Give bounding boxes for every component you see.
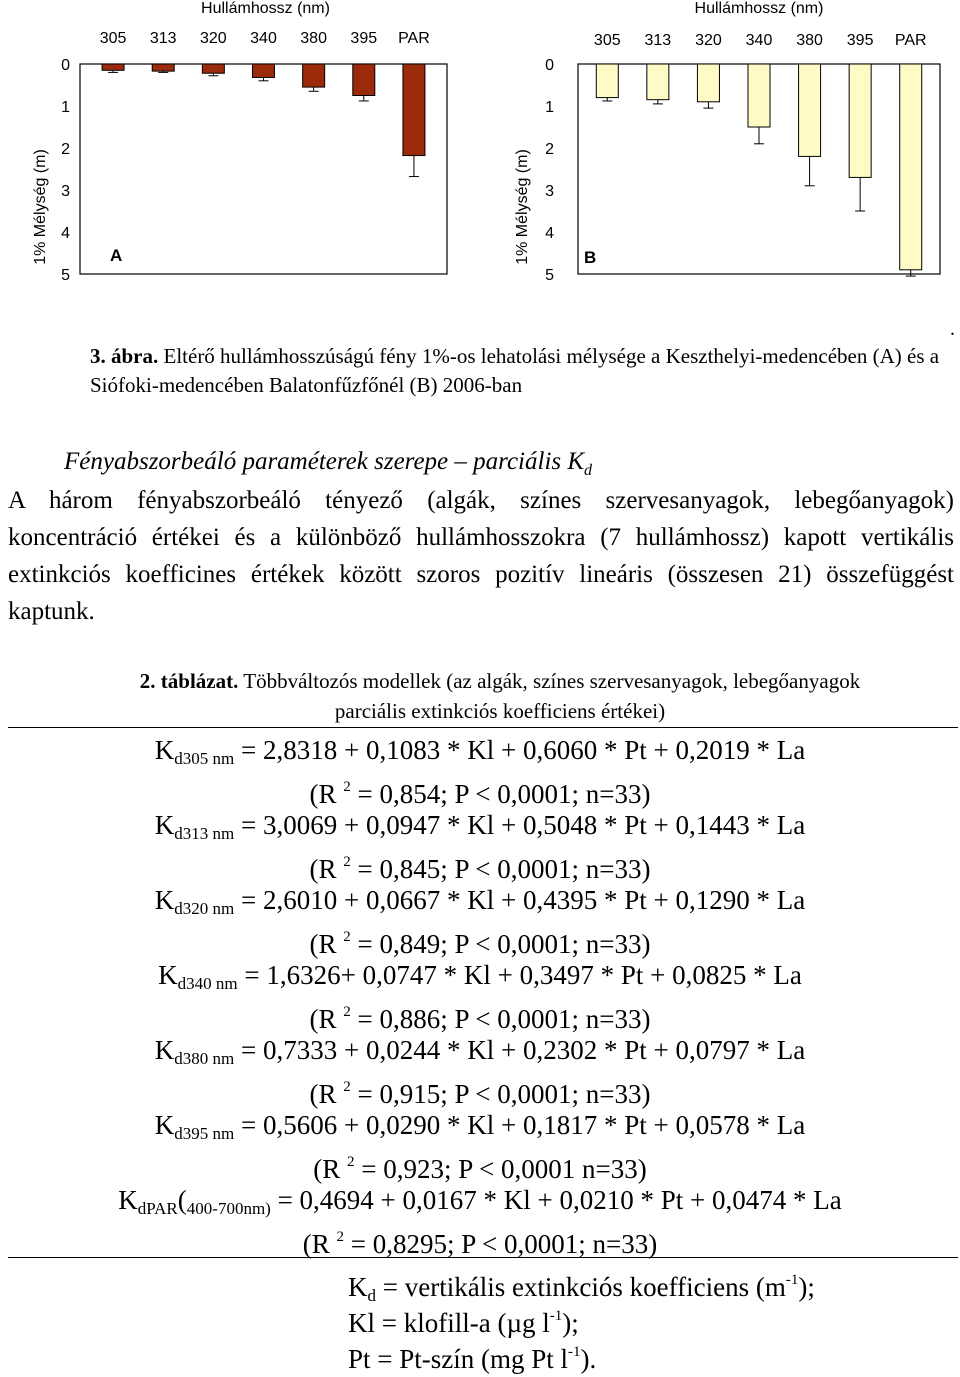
bar — [202, 64, 224, 73]
eq-k: K — [154, 1110, 175, 1140]
category-label: 305 — [593, 32, 621, 49]
category-label: PAR — [398, 30, 430, 47]
category-label: 380 — [300, 30, 327, 47]
eq-r-rest: = 0,845; P < 0,0001; n=33) — [350, 854, 651, 884]
eq-r-sup: 2 — [343, 929, 351, 945]
y-tick-label: 1 — [545, 99, 554, 116]
y-tick-label: 4 — [61, 225, 70, 242]
y-tick-label: 1 — [61, 99, 70, 116]
eq-k: K — [154, 810, 175, 840]
table-caption-label: 2. táblázat. — [139, 669, 239, 693]
legend-pt-text: Pt = Pt-szín (mg Pt l — [348, 1344, 569, 1374]
panel-label: B — [584, 248, 597, 267]
legend-kd-text: = vertikális extinkciós koefficiens (m — [376, 1272, 786, 1302]
subheading-sub: d — [584, 462, 593, 479]
y-tick-label: 0 — [61, 57, 70, 74]
equation-stats — [0, 1145, 960, 1186]
x-axis-title: Hullámhossz (nm) — [694, 0, 824, 17]
eq-r-open: (R — [309, 1004, 337, 1034]
figure-caption-text: Eltérő hullámhosszúságú fény 1%-os lehatolási mélysége a Keszthelyi-medencében (A) és a Siófoki-medencében Balatonfűzfőnél (B) 2006-ban — [90, 344, 940, 397]
eq-r-open: (R — [313, 1154, 341, 1184]
equation-stats — [0, 845, 960, 886]
chart-b — [484, 0, 960, 300]
x-axis-title: Hullámhossz (nm) — [201, 0, 330, 17]
bar — [900, 64, 922, 270]
legend-kd-sup: -1 — [785, 1272, 799, 1288]
eq-r-rest: = 0,923; P < 0,0001 n=33) — [354, 1154, 647, 1184]
eq-k: K — [158, 960, 178, 990]
eq-r-rest: = 0,854; P < 0,0001; n=33) — [350, 779, 651, 809]
legend-kl-end: ); — [562, 1308, 579, 1338]
eq-formula: = 2,6010 + 0,0667 * Kl + 0,4395 * Pt + 0,1290 * La — [234, 885, 806, 915]
bar — [647, 64, 669, 100]
eq-sub: d395 nm — [174, 1124, 235, 1143]
eq-sub: d320 nm — [174, 899, 235, 918]
legend-pt-sup: -1 — [568, 1344, 581, 1360]
bar — [697, 64, 719, 102]
eq-r-rest: = 0,8295; P < 0,0001; n=33) — [344, 1229, 658, 1259]
table-caption — [0, 666, 960, 726]
bar — [102, 64, 124, 70]
category-label: 340 — [745, 32, 773, 49]
y-axis-title: 1% Mélység (m) — [514, 149, 531, 265]
y-tick-label: 2 — [545, 141, 554, 158]
eq-sub-paren: ( — [177, 1185, 187, 1215]
bar — [353, 64, 375, 96]
y-tick-label: 5 — [61, 267, 70, 284]
category-label: 380 — [796, 32, 823, 49]
table-top-rule — [8, 727, 958, 728]
y-tick-label: 2 — [61, 141, 70, 158]
bar — [799, 64, 821, 156]
figure-caption — [90, 342, 950, 400]
y-tick-label: 3 — [61, 183, 70, 200]
stray-dot: . — [950, 318, 955, 340]
eq-r-sup: 2 — [347, 1154, 355, 1170]
category-label: 320 — [200, 30, 227, 47]
legend-kl-text: Kl = klofill-a (µg l — [348, 1308, 550, 1338]
eq-r-rest: = 0,849; P < 0,0001; n=33) — [350, 929, 651, 959]
bar — [253, 64, 275, 77]
eq-sub: d305 nm — [174, 749, 235, 768]
eq-r-open: (R — [309, 1079, 337, 1109]
category-label: 305 — [99, 30, 127, 47]
legend-kd-main: K — [348, 1272, 368, 1302]
bar — [596, 64, 618, 98]
category-label: PAR — [894, 32, 927, 49]
legend-pt-end: ). — [580, 1344, 597, 1374]
eq-formula: = 2,8318 + 0,1083 * Kl + 0,6060 * Pt + 0,2019 * La — [234, 735, 806, 765]
legend-kd-sub: d — [367, 1286, 376, 1305]
chart-a — [0, 0, 480, 300]
equation-stats — [0, 770, 960, 811]
y-tick-label: 5 — [545, 267, 554, 284]
category-label: 320 — [695, 32, 722, 49]
equation-stats — [0, 995, 960, 1036]
eq-r-open: (R — [309, 929, 337, 959]
y-tick-label: 4 — [545, 225, 554, 242]
category-label: 395 — [846, 32, 874, 49]
eq-r-sup: 2 — [343, 1079, 351, 1095]
category-label: 313 — [149, 30, 177, 47]
category-label: 340 — [250, 30, 277, 47]
eq-r-sup: 2 — [343, 779, 351, 795]
bar — [152, 64, 174, 71]
eq-formula: = 0,4694 + 0,0167 * Kl + 0,0210 * Pt + 0,0474 * La — [270, 1185, 842, 1215]
equation-stats — [0, 1220, 960, 1261]
bar — [403, 64, 425, 156]
figure-caption-label: 3. ábra. — [90, 344, 159, 368]
eq-k: K — [154, 735, 175, 765]
section-paragraph: A három fényabszorbeáló tényező (algák, színes szervesanyagok, lebegőanyagok) koncentráció értékei és a különböző hullámhosszokra (7 hullámhossz) kapott vertikális extinkciós koefficines értékek között szoros pozitív lineáris (összesen 21) összefüggést kaptunk. — [8, 487, 954, 625]
eq-r-rest: = 0,886; P < 0,0001; n=33) — [350, 1004, 651, 1034]
eq-k: K — [154, 1035, 175, 1065]
section-subheading — [64, 448, 592, 480]
equation-stats — [0, 920, 960, 961]
eq-r-sup: 2 — [336, 1229, 345, 1245]
eq-formula: = 0,5606 + 0,0290 * Kl + 0,1817 * Pt + 0,0578 * La — [234, 1110, 806, 1140]
panel-label: A — [110, 246, 123, 265]
legend-kd-end: ); — [798, 1272, 815, 1302]
legend-kl-sup: -1 — [549, 1308, 563, 1324]
chart-b-svg — [484, 0, 960, 300]
category-label: 395 — [350, 30, 378, 47]
eq-sub2: 400-700nm) — [186, 1199, 271, 1218]
eq-formula: = 3,0069 + 0,0947 * Kl + 0,5048 * Pt + 0,1443 * La — [234, 810, 806, 840]
bar — [748, 64, 770, 127]
eq-k: K — [118, 1185, 138, 1215]
table-bottom-rule — [8, 1257, 958, 1258]
y-tick-label: 0 — [545, 57, 554, 74]
bar — [849, 64, 871, 177]
eq-r-open: (R — [309, 779, 337, 809]
y-tick-label: 3 — [545, 183, 554, 200]
table-caption-text: Többváltozós modellek (az algák, színes szervesanyagok, lebegőanyagok parciális extinkciós koefficiens értékei) — [238, 669, 861, 723]
eq-k: K — [154, 885, 175, 915]
eq-r-sup: 2 — [343, 854, 351, 870]
eq-sub: d340 nm — [177, 974, 238, 993]
eq-sub: dPAR — [137, 1199, 178, 1218]
equation-stats — [0, 1070, 960, 1111]
plot-frame — [80, 64, 447, 274]
eq-r-open: (R — [309, 854, 337, 884]
eq-formula: = 1,6326+ 0,0747 * Kl + 0,3497 * Pt + 0,0825 * La — [237, 960, 802, 990]
eq-r-sup: 2 — [343, 1004, 351, 1020]
eq-r-open: (R — [302, 1229, 330, 1259]
eq-formula: = 0,7333 + 0,0244 * Kl + 0,2302 * Pt + 0,0797 * La — [234, 1035, 806, 1065]
eq-sub: d313 nm — [174, 824, 235, 843]
bar — [303, 64, 325, 87]
chart-a-svg — [0, 0, 480, 300]
subheading-main: Fényabszorbeáló paraméterek szerepe – parciális K — [64, 448, 585, 475]
eq-sub: d380 nm — [174, 1049, 235, 1068]
eq-r-rest: = 0,915; P < 0,0001; n=33) — [350, 1079, 651, 1109]
category-label: 313 — [644, 32, 672, 49]
y-axis-title: 1% Mélység (m) — [32, 149, 49, 265]
